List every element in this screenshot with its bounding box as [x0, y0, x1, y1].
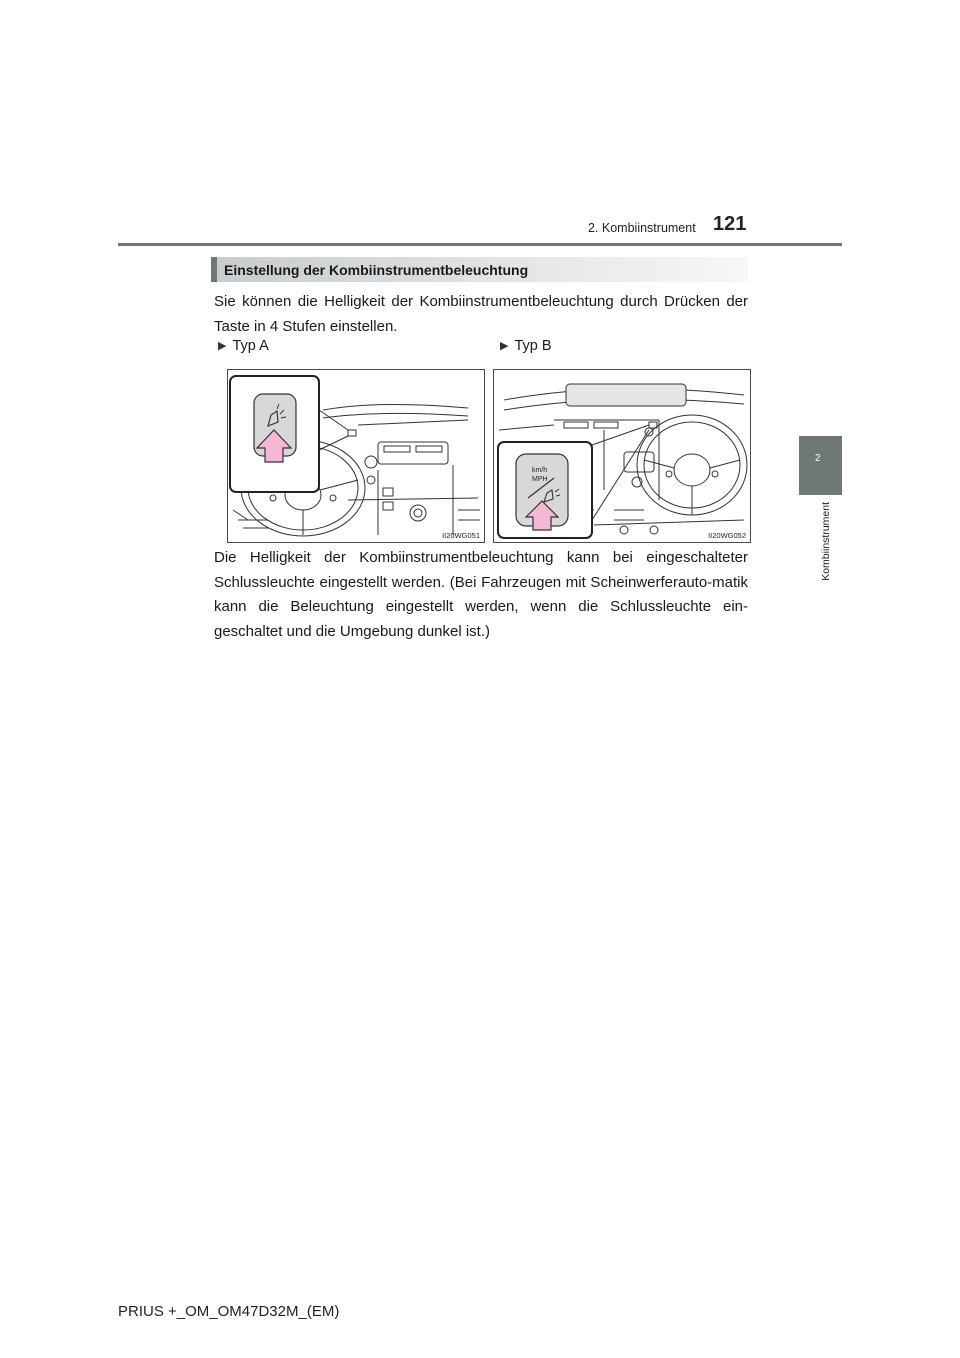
chapter-tab	[799, 436, 842, 495]
triangle-bullet-icon: ▶	[500, 340, 509, 352]
figure-code: II20WG052	[708, 531, 746, 540]
header-section-title: 2. Kombiinstrument	[588, 221, 696, 235]
header-rule	[118, 243, 842, 246]
chapter-tab-label: Kombiinstrument	[820, 502, 832, 581]
chapter-tab-number: 2	[815, 453, 821, 464]
dashboard-illustration-type-b	[494, 370, 750, 542]
note-paragraph: Die Helligkeit der Kombiinstrumentbeleuchtung kann bei eingeschalteter Schlussleuchte eingestellt werden. (Bei Fahrzeugen mit Scheinwerferauto-matik kann die Beleuchtung eingestellt werden, wenn die Schlussleuchte ein-geschaltet und die Umgebung dunkel ist.)	[214, 549, 748, 640]
intro-paragraph: Sie können die Helligkeit der Kombiinstrumentbeleuchtung durch Drücken der Taste in 4 Stufen einstellen.	[214, 293, 748, 335]
page-number: 121	[713, 213, 747, 235]
button-label-kmh: km/h	[532, 467, 548, 474]
section-title: Einstellung der Kombiinstrumentbeleuchtung	[224, 262, 529, 278]
figure-type-a	[227, 369, 485, 543]
type-b-label: ▶ Typ B	[500, 338, 552, 354]
figure-type-b	[493, 369, 751, 543]
triangle-bullet-icon: ▶	[218, 340, 227, 352]
type-a-label: ▶ Typ A	[218, 338, 269, 354]
document-id: PRIUS +_OM_OM47D32M_(EM)	[118, 1303, 340, 1320]
button-label-mph: MPH	[532, 476, 548, 483]
section-heading-marker	[211, 257, 217, 282]
figure-code: II20WG051	[442, 531, 480, 540]
dashboard-illustration-type-a	[228, 370, 484, 542]
